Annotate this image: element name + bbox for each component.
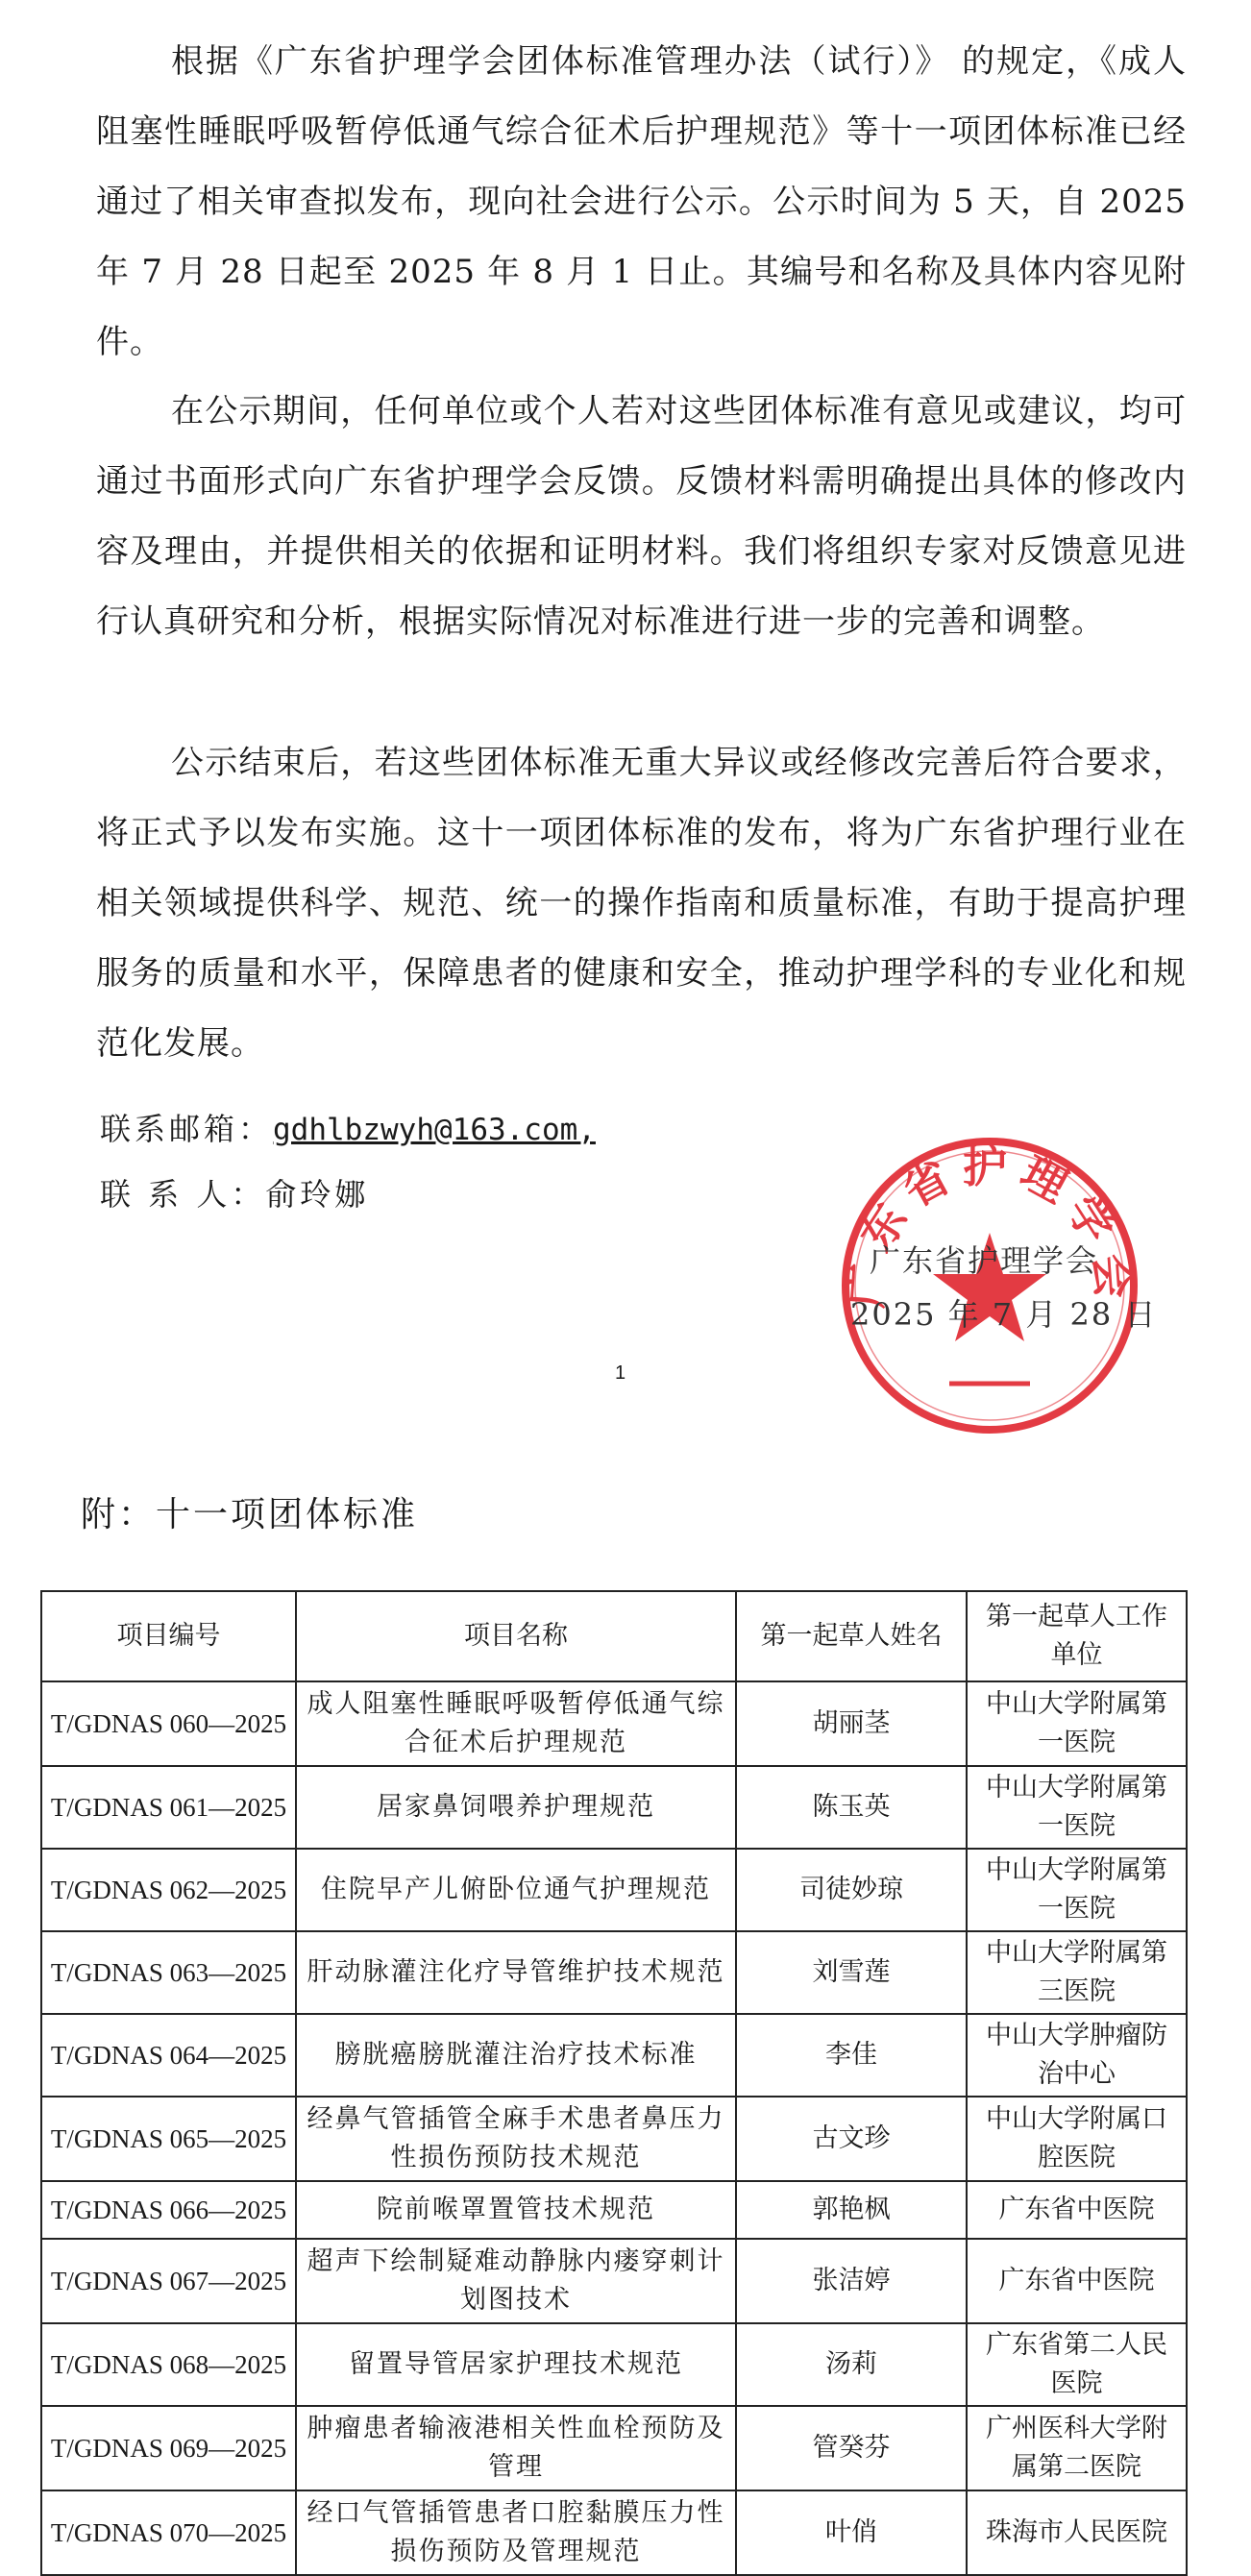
row-unit: 中山大学附属第三医院 [967, 1931, 1187, 2014]
header-unit: 第一起草人工作单位 [967, 1591, 1187, 1681]
row-drafter: 司徒妙琼 [736, 1849, 967, 1931]
row-drafter: 管癸芬 [736, 2406, 967, 2490]
row-unit: 广东省第二人民医院 [967, 2323, 1187, 2406]
row-code: T/GDNAS 068—2025 [41, 2323, 296, 2406]
header-name: 项目名称 [296, 1591, 736, 1681]
row-drafter: 陈玉英 [736, 1766, 967, 1849]
row-drafter: 刘雪莲 [736, 1931, 967, 2014]
row-name: 留置导管居家护理技术规范 [296, 2323, 736, 2406]
table-row [41, 2490, 1187, 2575]
row-drafter: 古文珍 [736, 2097, 967, 2181]
table-row [41, 2239, 1187, 2323]
table-row [41, 2014, 1187, 2097]
row-code: T/GDNAS 063—2025 [41, 1931, 296, 2014]
contact-email-label: 联系邮箱： [100, 1111, 274, 1147]
row-drafter: 叶俏 [736, 2490, 967, 2575]
table-row [41, 2181, 1187, 2239]
row-name: 成人阻塞性睡眠呼吸暂停低通气综合征术后护理规范 [296, 1681, 736, 1766]
contact-person-label: 联 系 人： [100, 1176, 266, 1213]
contact-person-line [100, 1170, 369, 1214]
table-row [41, 2323, 1187, 2406]
row-unit: 中山大学附属口腔医院 [967, 2097, 1187, 2181]
body-paragraph-3: 公示结束后，若这些团体标准无重大异议或经修改完善后符合要求，将正式予以发布实施。这十一项团体标准的发布，将为广东省护理行业在相关领域提供科学、规范、统一的操作指南和质量标准，有助于提高护理服务的质量和水平，保障患者的健康和安全，推动护理学科的专业化和规范化发展。 [96, 744, 1187, 1063]
row-code: T/GDNAS 066—2025 [41, 2181, 296, 2239]
row-drafter: 郭艳枫 [736, 2181, 967, 2239]
standards-table [40, 1590, 1188, 2576]
table-row [41, 1849, 1187, 1931]
table-row [41, 1766, 1187, 1849]
row-name: 院前喉罩置管技术规范 [296, 2181, 736, 2239]
contact-email-link[interactable]: gdhlbzwyh@163.com, [273, 1113, 596, 1147]
row-name: 居家鼻饲喂养护理规范 [296, 1766, 736, 1849]
row-name: 肿瘤患者输液港相关性血栓预防及管理 [296, 2406, 736, 2490]
row-unit: 中山大学肿瘤防治中心 [967, 2014, 1187, 2097]
row-unit: 中山大学附属第一医院 [967, 1766, 1187, 1849]
row-code: T/GDNAS 061—2025 [41, 1766, 296, 1849]
attachment-title: 附：十一项团体标准 [81, 1495, 419, 1534]
row-name: 经鼻气管插管全麻手术患者鼻压力性损伤预防技术规范 [296, 2097, 736, 2181]
table-row [41, 2097, 1187, 2181]
row-drafter: 胡丽茎 [736, 1681, 967, 1766]
page-number: 1 [615, 1362, 626, 1384]
row-name: 经口气管插管患者口腔黏膜压力性损伤预防及管理规范 [296, 2490, 736, 2575]
contact-person-name: 俞玲娜 [265, 1176, 370, 1213]
header-drafter: 第一起草人姓名 [736, 1591, 967, 1681]
row-unit: 中山大学附属第一医院 [967, 1681, 1187, 1766]
table-header-row [41, 1591, 1187, 1681]
signature-organization: 广东省护理学会 [870, 1242, 1099, 1279]
row-code: T/GDNAS 070—2025 [41, 2490, 296, 2575]
row-code: T/GDNAS 060—2025 [41, 1681, 296, 1766]
table-row [41, 2406, 1187, 2490]
official-seal-icon [836, 1132, 1143, 1439]
row-code: T/GDNAS 065—2025 [41, 2097, 296, 2181]
row-unit: 广东省中医院 [967, 2239, 1187, 2323]
table-row [41, 1681, 1187, 1766]
row-code: T/GDNAS 067—2025 [41, 2239, 296, 2323]
row-unit: 广州医科大学附属第二医院 [967, 2406, 1187, 2490]
row-unit: 珠海市人民医院 [967, 2490, 1187, 2575]
row-drafter: 张洁婷 [736, 2239, 967, 2323]
row-name: 超声下绘制疑难动静脉内瘘穿刺计划图技术 [296, 2239, 736, 2323]
row-code: T/GDNAS 069—2025 [41, 2406, 296, 2490]
table-row [41, 1931, 1187, 2014]
body-paragraph-2: 在公示期间，任何单位或个人若对这些团体标准有意见或建议，均可通过书面形式向广东省护理学会反馈。反馈材料需明确提出具体的修改内容及理由，并提供相关的依据和证明材料。我们将组织专家对反馈意见进行认真研究和分析，根据实际情况对标准进行进一步的完善和调整。 [96, 392, 1187, 641]
signature-date: 2025 年 7 月 28 日 [850, 1296, 1158, 1333]
row-code: T/GDNAS 064—2025 [41, 2014, 296, 2097]
row-unit: 中山大学附属第一医院 [967, 1849, 1187, 1931]
body-paragraph-1: 根据《广东省护理学会团体标准管理办法（试行）》 的规定，《成人阻塞性睡眠呼吸暂停低通气综合征术后护理规范》等十一项团体标准已经通过了相关审查拟发布，现向社会进行公示。公示时间为 5 天，自 2025 年 7 月 28 日起至 2025 年 8 月 1 日止。其编号和名称及具体内容见附件。 [96, 42, 1187, 361]
row-name: 住院早产儿俯卧位通气护理规范 [296, 1849, 736, 1931]
row-name: 肝动脉灌注化疗导管维护技术规范 [296, 1931, 736, 2014]
row-drafter: 汤莉 [736, 2323, 967, 2406]
header-code: 项目编号 [41, 1591, 296, 1681]
row-code: T/GDNAS 062—2025 [41, 1849, 296, 1931]
row-drafter: 李佳 [736, 2014, 967, 2097]
row-unit: 广东省中医院 [967, 2181, 1187, 2239]
row-name: 膀胱癌膀胱灌注治疗技术标准 [296, 2014, 736, 2097]
seal-text: 广东省护理学会 [839, 1140, 1141, 1310]
contact-email-line [100, 1105, 596, 1149]
